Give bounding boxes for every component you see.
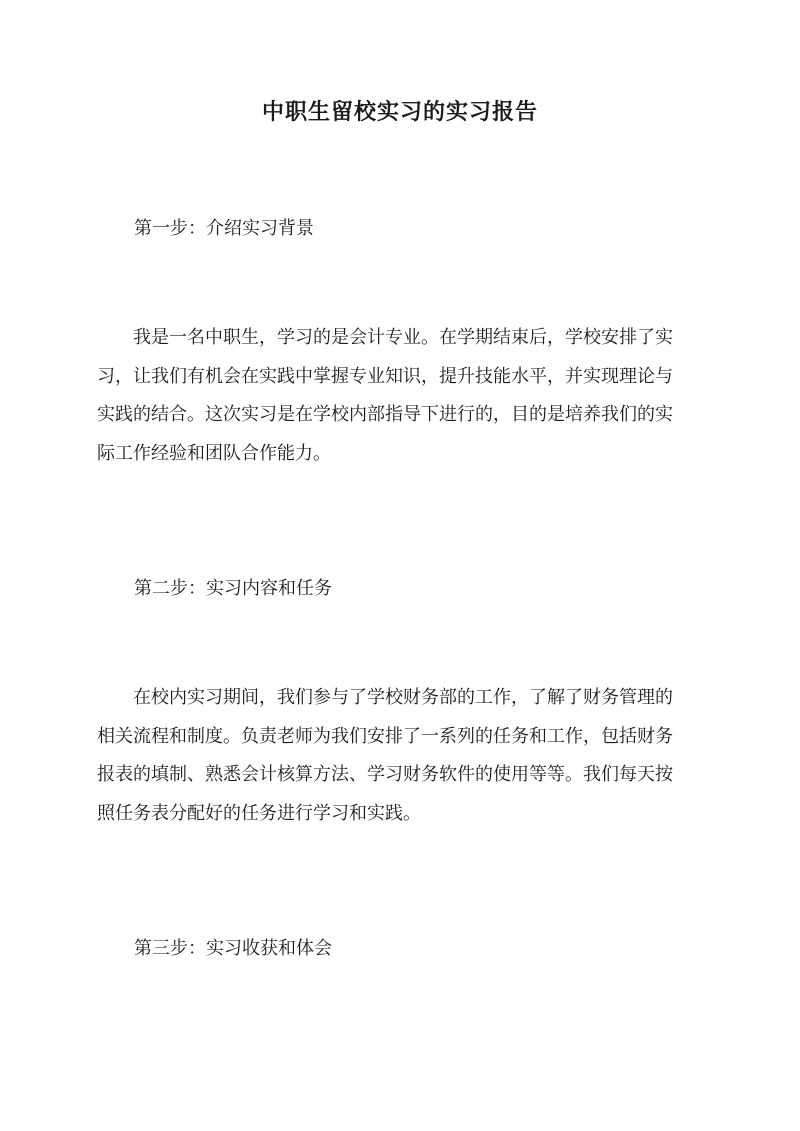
paragraph-line: 际工作经验和团队合作能力。: [97, 442, 331, 464]
paragraph-line: 照任务表分配好的任务进行学习和实践。: [97, 802, 421, 824]
paragraph-line: 在校内实习期间，我们参与了学校财务部的工作，了解了财务管理的: [133, 687, 673, 708]
paragraph-content-tasks: [97, 679, 703, 833]
paragraph-background: [97, 319, 703, 473]
section-heading-content-tasks: 第二步：实习内容和任务: [134, 578, 332, 599]
document-title: 中职生留校实习的实习报告: [261, 99, 538, 125]
paragraph-line: 报表的填制、熟悉会计核算方法、学习财务软件的使用等等。我们每天按: [97, 764, 673, 785]
section-heading-background: 第一步：介绍实习背景: [134, 218, 314, 239]
paragraph-line: 习，让我们有机会在实践中掌握专业知识，提升技能水平，并实现理论与: [97, 365, 673, 387]
paragraph-line: 实践的结合。这次实习是在学校内部指导下进行的，目的是培养我们的实: [97, 404, 673, 425]
paragraph-line: 相关流程和制度。负责老师为我们安排了一系列的任务和工作，包括财务: [97, 725, 673, 747]
paragraph-line: 我是一名中职生，学习的是会计专业。在学期结束后，学校安排了实: [133, 327, 673, 348]
section-heading-gains: 第三步：实习收获和体会: [134, 938, 332, 959]
